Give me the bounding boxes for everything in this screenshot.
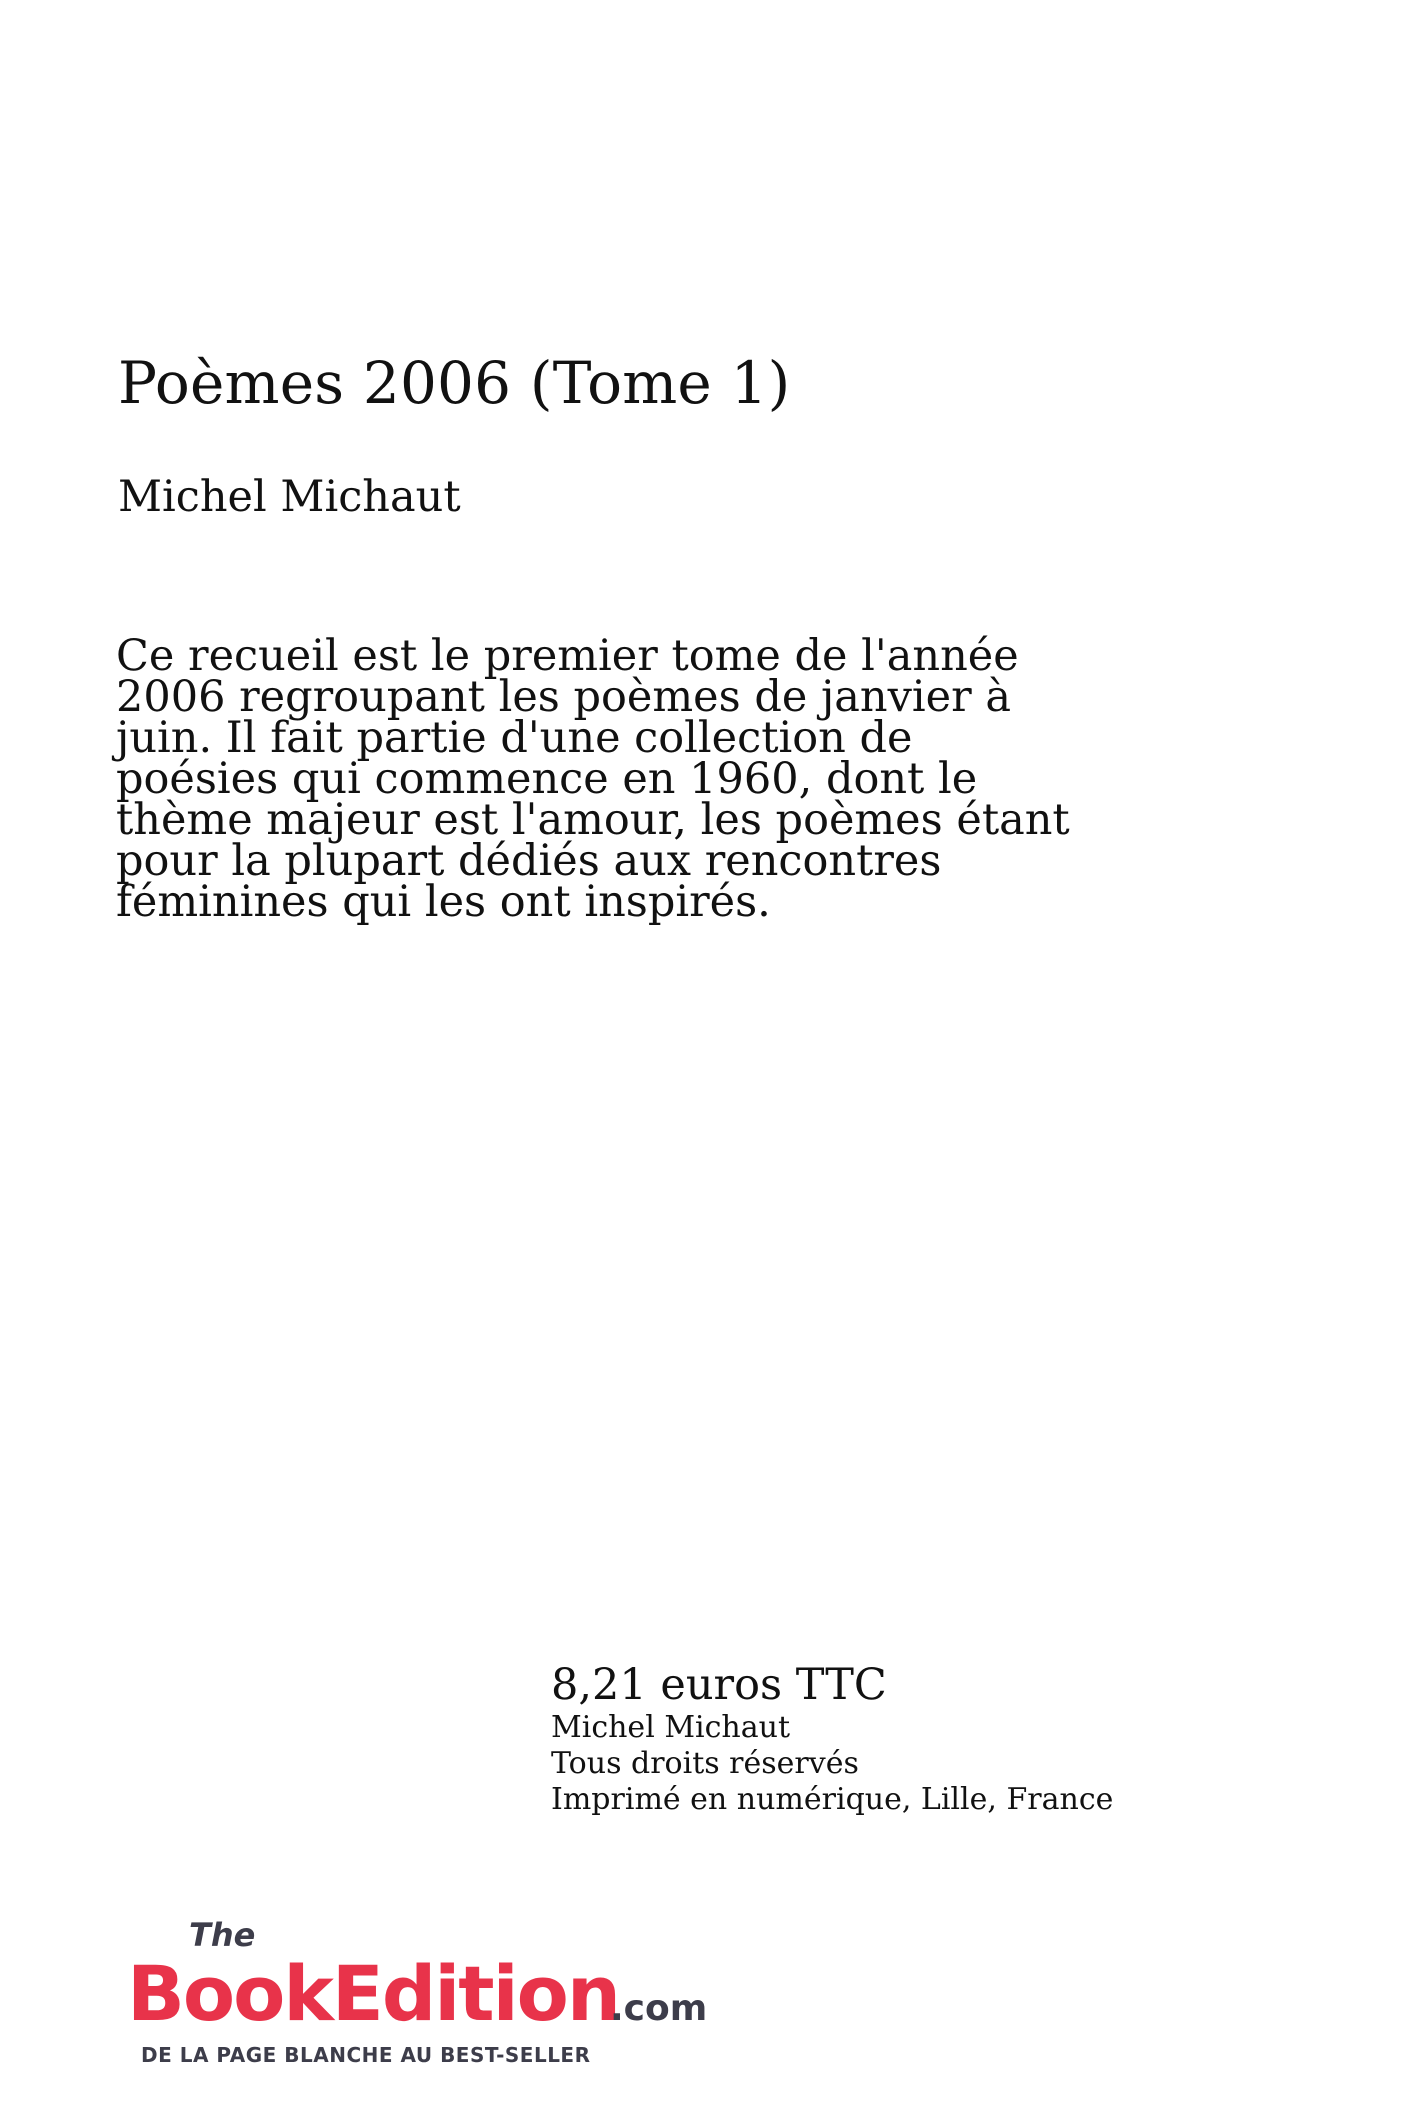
- price: 8,21 euros TTC: [551, 1660, 887, 1710]
- publisher-logo: [127, 1910, 707, 2080]
- book-author: Michel Michaut: [118, 472, 461, 522]
- logo-name: BookEdition: [127, 1949, 619, 2038]
- book-title: Poèmes 2006 (Tome 1): [118, 349, 791, 417]
- rights-notice: Tous droits réservés: [551, 1746, 859, 1781]
- logo-prefix: The: [189, 1916, 256, 1954]
- blurb-line: féminines qui les ont inspirés.: [116, 877, 771, 927]
- bookedition-logo-icon: [127, 1910, 707, 2080]
- blurb-line: 2006 regroupant les poèmes de janvier à: [116, 672, 1011, 722]
- colophon: [551, 1660, 1171, 1818]
- printing-notice: Imprimé en numérique, Lille, France: [551, 1782, 1114, 1817]
- blurb-line: thème majeur est l'amour, les poèmes étant: [116, 795, 1070, 845]
- logo-suffix: .com: [610, 1988, 707, 2029]
- back-cover-blurb: [116, 631, 1070, 927]
- logo-tagline: DE LA PAGE BLANCHE AU BEST-SELLER: [141, 2043, 591, 2067]
- blurb-line: juin. Il fait partie d'une collection de: [116, 713, 913, 763]
- blurb-line: pour la plupart dédiés aux rencontres: [116, 836, 942, 886]
- blurb-line: poésies qui commence en 1960, dont le: [116, 754, 978, 804]
- colophon-author: Michel Michaut: [551, 1710, 791, 1745]
- blurb-line: Ce recueil est le premier tome de l'année: [116, 631, 1019, 681]
